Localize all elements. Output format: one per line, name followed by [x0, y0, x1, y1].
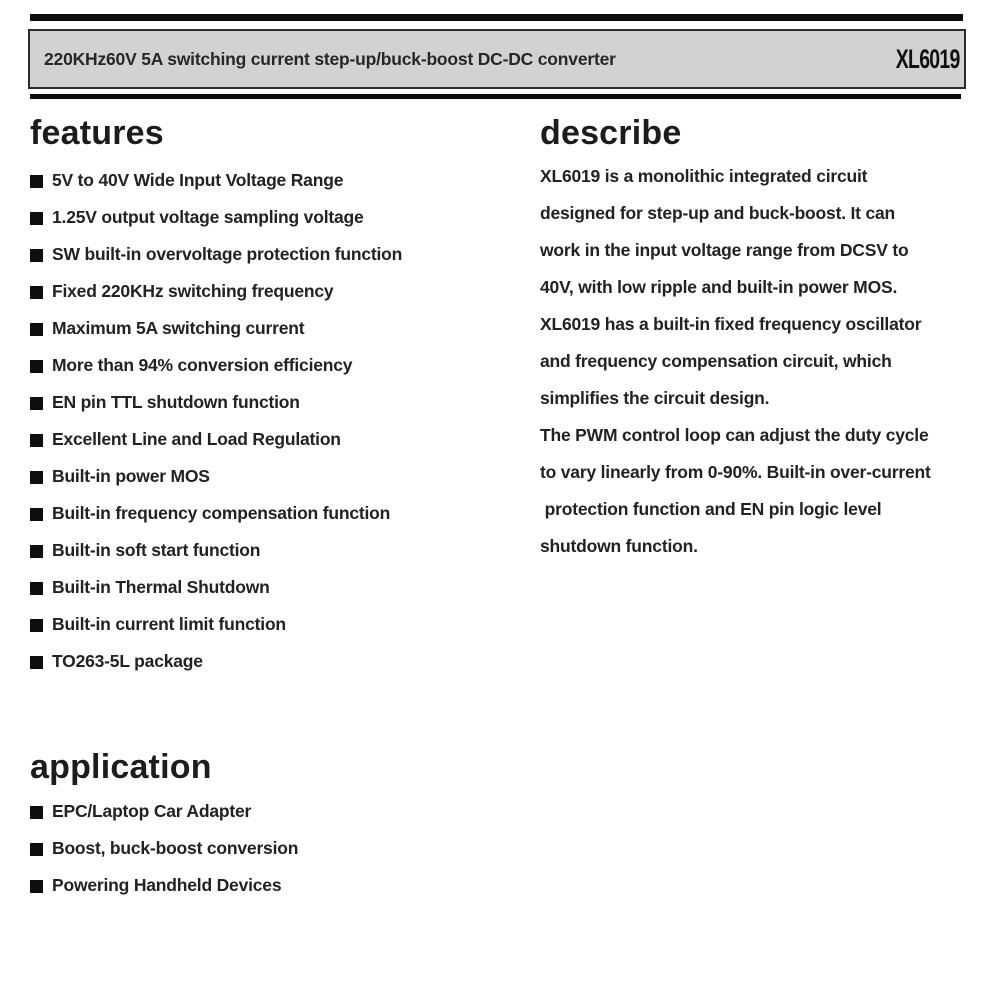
bullet-square-icon — [30, 545, 43, 558]
feature-item — [30, 347, 535, 384]
part-number: XL6019 — [896, 43, 960, 74]
bullet-square-icon — [30, 175, 43, 188]
describe-heading: describe — [540, 114, 682, 152]
describe-paragraph — [540, 158, 1002, 565]
feature-item-label: Maximum 5A switching current — [52, 318, 305, 338]
application-item-label: Powering Handheld Devices — [52, 875, 282, 895]
feature-item — [30, 199, 535, 236]
features-heading: features — [30, 114, 164, 152]
bullet-square-icon — [30, 880, 43, 893]
application-section — [30, 745, 535, 904]
top-divider — [30, 14, 963, 21]
describe-line: designed for step-up and buck-boost. It can — [540, 203, 896, 223]
feature-item — [30, 162, 535, 199]
feature-item-label: TO263-5L package — [52, 651, 203, 671]
describe-line: The PWM control loop can adjust the duty cycle — [540, 425, 929, 445]
feature-item — [30, 310, 535, 347]
feature-item — [30, 273, 535, 310]
bullet-square-icon — [30, 582, 43, 595]
bullet-square-icon — [30, 249, 43, 262]
feature-item — [30, 532, 535, 569]
describe-line: and frequency compensation circuit, which — [540, 351, 892, 371]
feature-item-label: Built-in Thermal Shutdown — [52, 577, 270, 597]
describe-section — [540, 111, 1002, 565]
bottom-divider — [30, 94, 961, 99]
bullet-square-icon — [30, 471, 43, 484]
describe-line: work in the input voltage range from DCSV to — [540, 240, 909, 260]
application-list — [30, 793, 535, 904]
feature-item — [30, 384, 535, 421]
describe-line: XL6019 has a built-in fixed frequency oscillator — [540, 314, 922, 334]
application-heading: application — [30, 748, 212, 786]
bullet-square-icon — [30, 508, 43, 521]
describe-line: shutdown function. — [540, 536, 698, 556]
feature-item — [30, 458, 535, 495]
application-item-label: EPC/Laptop Car Adapter — [52, 801, 252, 821]
bullet-square-icon — [30, 323, 43, 336]
feature-item-label: 1.25V output voltage sampling voltage — [52, 207, 364, 227]
features-list — [30, 162, 535, 680]
feature-item-label: Built-in power MOS — [52, 466, 210, 486]
bullet-square-icon — [30, 434, 43, 447]
feature-item-label: SW built-in overvoltage protection function — [52, 244, 403, 264]
feature-item — [30, 236, 535, 273]
feature-item-label: Excellent Line and Load Regulation — [52, 429, 341, 449]
bullet-square-icon — [30, 656, 43, 669]
bullet-square-icon — [30, 286, 43, 299]
describe-line: XL6019 is a monolithic integrated circuit — [540, 166, 868, 186]
product-title: 220KHz60V 5A switching current step-up/buck-boost DC-DC converter — [44, 48, 616, 69]
feature-item — [30, 606, 535, 643]
bullet-square-icon — [30, 212, 43, 225]
bullet-square-icon — [30, 806, 43, 819]
feature-item — [30, 643, 535, 680]
application-item — [30, 793, 535, 830]
features-section — [30, 111, 535, 680]
feature-item-label: Fixed 220KHz switching frequency — [52, 281, 334, 301]
feature-item — [30, 495, 535, 532]
bullet-square-icon — [30, 397, 43, 410]
title-banner — [28, 29, 966, 89]
bullet-square-icon — [30, 843, 43, 856]
feature-item-label: 5V to 40V Wide Input Voltage Range — [52, 170, 344, 190]
feature-item — [30, 421, 535, 458]
feature-item-label: Built-in frequency compensation function — [52, 503, 391, 523]
bullet-square-icon — [30, 619, 43, 632]
application-item — [30, 867, 535, 904]
describe-line: simplifies the circuit design. — [540, 388, 770, 408]
describe-line: 40V, with low ripple and built-in power MOS. — [540, 277, 898, 297]
bullet-square-icon — [30, 360, 43, 373]
feature-item-label: Built-in current limit function — [52, 614, 286, 634]
feature-item-label: More than 94% conversion efficiency — [52, 355, 353, 375]
feature-item-label: Built-in soft start function — [52, 540, 261, 560]
describe-line: protection function and EN pin logic level — [540, 499, 882, 519]
application-item — [30, 830, 535, 867]
feature-item — [30, 569, 535, 606]
feature-item-label: EN pin TTL shutdown function — [52, 392, 300, 412]
application-item-label: Boost, buck-boost conversion — [52, 838, 299, 858]
describe-line: to vary linearly from 0-90%. Built-in over-current — [540, 462, 931, 482]
